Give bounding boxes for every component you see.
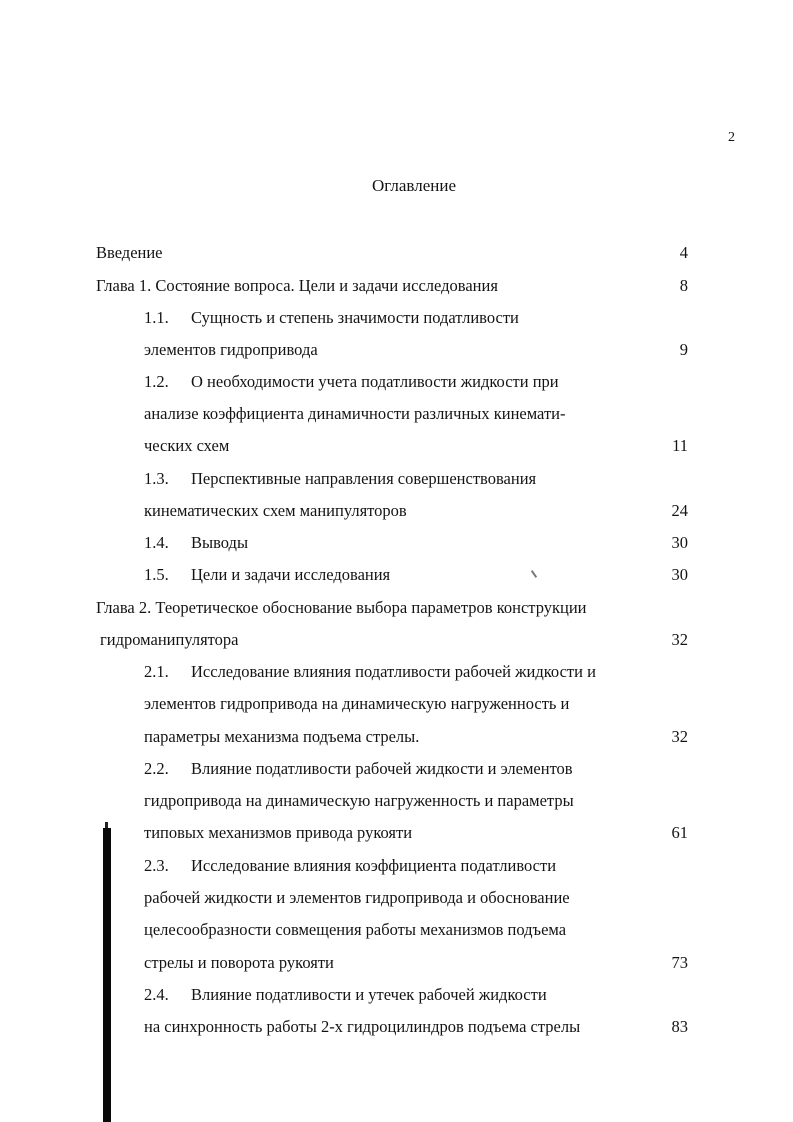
toc-entry-1-3 [144, 469, 536, 489]
toc-entry-text: Исследование влияния податливости рабочей жидкости и [191, 662, 596, 681]
toc-entry-continuation [144, 791, 574, 811]
toc-entry-text: Влияние податливости и утечек рабочей жидкости [191, 985, 547, 1004]
toc-entry-2-3 [144, 856, 556, 876]
toc-entry-page: 8 [679, 276, 688, 295]
toc-entry-continuation [144, 404, 566, 424]
toc-entry-number: 1.3. [144, 469, 169, 488]
toc-entry-page: 4 [679, 243, 688, 262]
toc-entry-continuation [144, 1017, 580, 1037]
scan-edge-artifact [103, 828, 111, 1122]
toc-entry-text: ческих схем [144, 436, 230, 455]
toc-entry-text: Глава 2. Теоретическое обоснование выбора параметров конструкции [96, 598, 587, 617]
toc-entry-text: типовых механизмов привода рукояти [144, 823, 413, 842]
toc-entry-text: параметры механизма подъема стрелы. [144, 727, 420, 746]
toc-entry-text: Выводы [191, 533, 249, 552]
toc-entry-1-1 [144, 308, 519, 328]
toc-entry-text: гидропривода на динамическую нагруженность и параметры [144, 791, 574, 810]
toc-entry-number: 1.5. [144, 565, 169, 584]
toc-entry-continuation [144, 888, 570, 908]
toc-entry-number: 1.2. [144, 372, 169, 391]
toc-entry-page: 30 [671, 533, 688, 552]
toc-entry-page: 32 [671, 630, 688, 649]
toc-title: Оглавление [372, 176, 456, 195]
toc-entry-page: 61 [671, 823, 688, 842]
toc-entry-continuation [144, 694, 569, 714]
toc-entry-continuation [144, 501, 407, 521]
toc-entry-number: 2.4. [144, 985, 169, 1004]
toc-entry-text: Введение [96, 243, 163, 262]
toc-entry-page: 32 [671, 727, 688, 746]
toc-entry-text: на синхронность работы 2-х гидроцилиндров подъема стрелы [144, 1017, 581, 1036]
toc-entry-text: Влияние податливости рабочей жидкости и элементов [191, 759, 573, 778]
toc-entry-1-5 [144, 565, 390, 585]
toc-entry-number: 1.1. [144, 308, 169, 327]
toc-entry-text: О необходимости учета податливости жидкости при [191, 372, 559, 391]
toc-entry-page: 73 [671, 953, 688, 972]
toc-entry-intro [96, 243, 163, 263]
scan-speck [531, 570, 537, 578]
toc-entry-text: Исследование влияния коэффициента податливости [191, 856, 557, 875]
toc-entry-number: 2.3. [144, 856, 169, 875]
toc-entry-text: Глава 1. Состояние вопроса. Цели и задачи исследования [96, 276, 498, 295]
toc-entry-text: кинематических схем манипуляторов [144, 501, 407, 520]
toc-entry-text: элементов гидропривода [144, 340, 318, 359]
toc-entry-1-4 [144, 533, 248, 553]
toc-entry-page: 11 [672, 436, 688, 455]
toc-entry-text: Перспективные направления совершенствования [191, 469, 537, 488]
toc-entry-continuation [144, 340, 318, 360]
toc-entry-text: анализе коэффициента динамичности различных кинемати- [144, 404, 566, 423]
toc-entry-number: 2.2. [144, 759, 169, 778]
toc-entry-text: рабочей жидкости и элементов гидропривода и обоснование [144, 888, 570, 907]
toc-entry-text: целесообразности совмещения работы механизмов подъема [144, 920, 567, 939]
toc-entry-continuation [144, 823, 412, 843]
toc-entry-continuation [144, 727, 419, 747]
toc-entry-page: 24 [671, 501, 688, 520]
toc-entry-page: 9 [679, 340, 688, 359]
toc-entry-1-2 [144, 372, 559, 392]
page-number: 2 [728, 130, 735, 145]
toc-entry-2-4 [144, 985, 547, 1005]
toc-entry-chapter-2 [96, 598, 587, 618]
toc-entry-continuation [144, 953, 334, 973]
toc-entry-text: элементов гидропривода на динамическую нагруженность и [144, 694, 570, 713]
toc-entry-2-2 [144, 759, 573, 779]
toc-entry-text: гидроманипулятора [100, 630, 239, 649]
toc-entry-continuation [144, 436, 229, 456]
toc-entry-number: 2.1. [144, 662, 169, 681]
toc-entry-text: Цели и задачи исследования [191, 565, 391, 584]
toc-entry-number: 1.4. [144, 533, 169, 552]
toc-entry-continuation [100, 630, 239, 650]
toc-entry-continuation [144, 920, 566, 940]
toc-entry-chapter-1 [96, 276, 498, 296]
toc-entry-2-1 [144, 662, 596, 682]
toc-entry-text: стрелы и поворота рукояти [144, 953, 334, 972]
toc-entry-page: 30 [671, 565, 688, 584]
toc-entry-text: Сущность и степень значимости податливости [191, 308, 519, 327]
toc-entry-page: 83 [671, 1017, 688, 1036]
